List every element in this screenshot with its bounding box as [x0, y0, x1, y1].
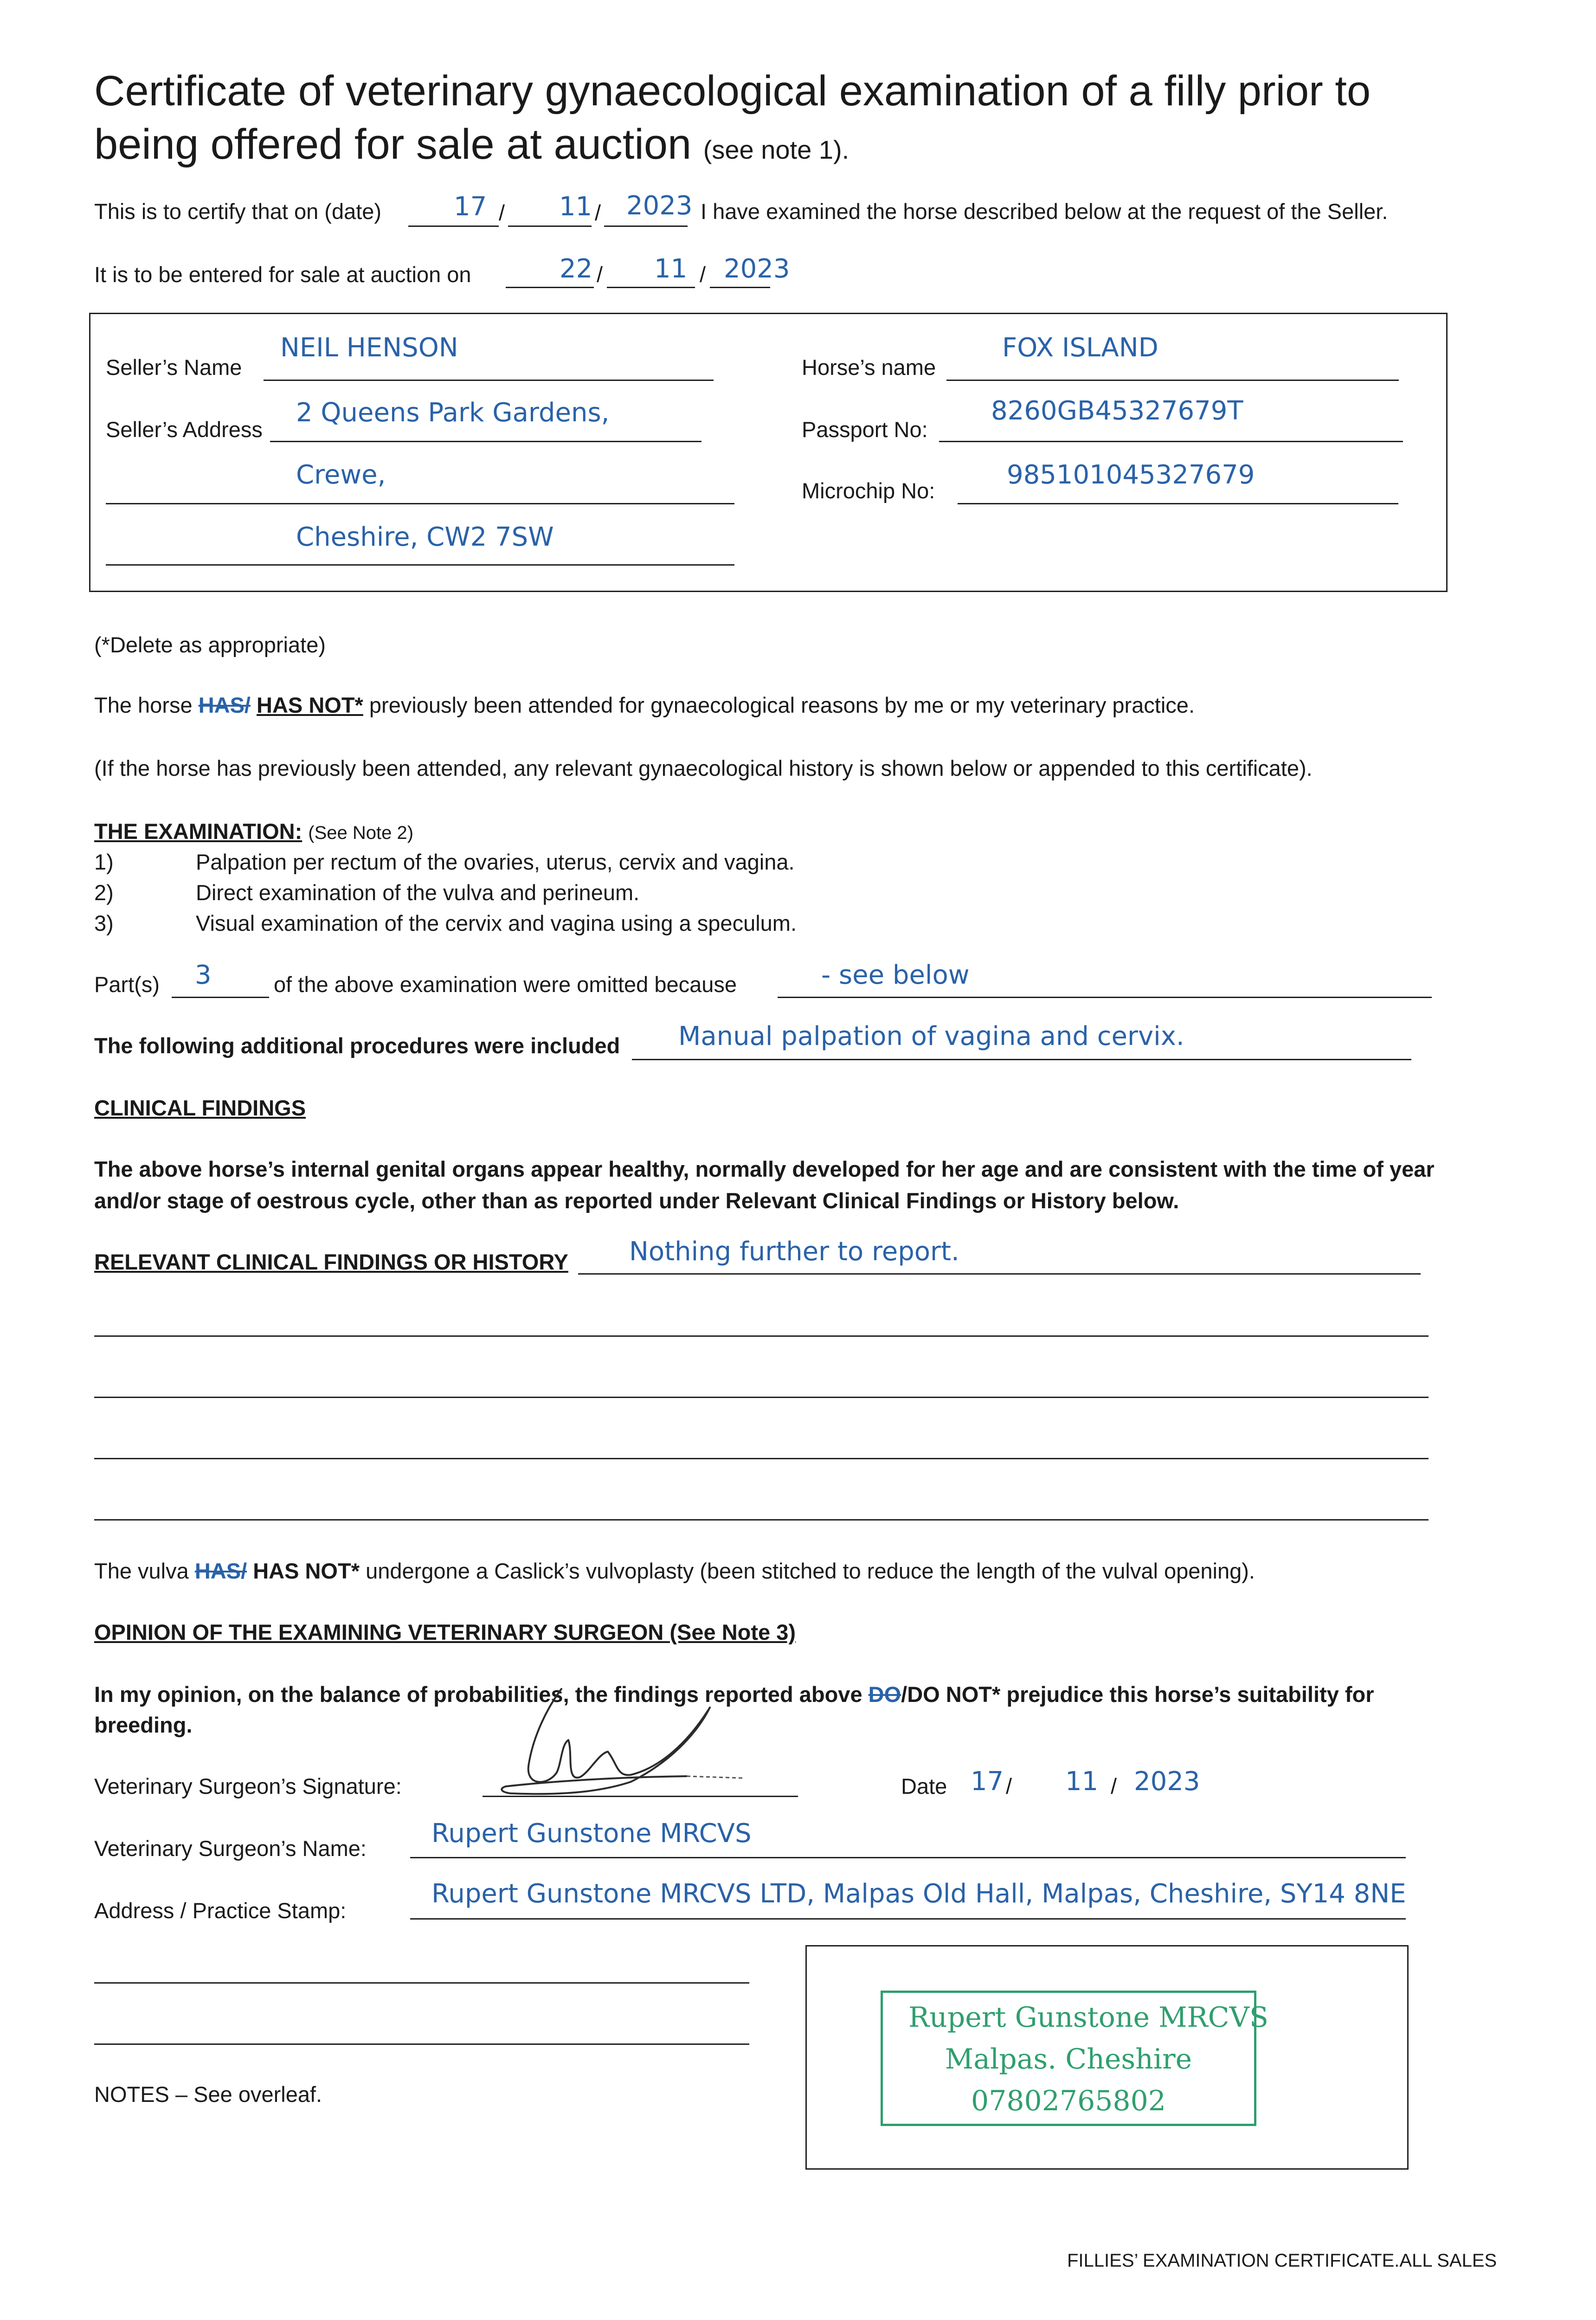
attended-struck: HAS/	[198, 693, 251, 717]
date-sep: /	[595, 200, 601, 225]
signature-date-year[interactable]: 2023	[1134, 1766, 1200, 1797]
seller-address-line1	[270, 441, 701, 442]
date-sep: /	[1006, 1774, 1012, 1798]
extra-address-line-1	[94, 1982, 749, 1984]
attended-statement	[94, 694, 1195, 716]
vet-name-label: Veterinary Surgeon’s Name:	[94, 1836, 367, 1861]
vulva-prefix: The vulva	[94, 1559, 189, 1583]
signature-scribble	[492, 1670, 752, 1805]
exam-day-line	[408, 226, 499, 227]
seller-address-line2	[106, 503, 734, 504]
opinion-struck: DO	[868, 1682, 901, 1707]
page-title: Certificate of veterinary gynaecological examination of a filly prior to	[94, 67, 1371, 115]
relevant-value[interactable]: Nothing further to report.	[629, 1237, 959, 1267]
delete-note: (*Delete as appropriate)	[94, 632, 326, 657]
date-label: Date	[901, 1774, 947, 1798]
microchip-label: Microchip No:	[802, 478, 935, 503]
additional-label: The following additional procedures were included	[94, 1033, 620, 1058]
seller-name[interactable]: NEIL HENSON	[280, 333, 458, 363]
horse-name[interactable]: FOX ISLAND	[1002, 333, 1158, 363]
seller-address-3[interactable]: Cheshire, CW2 7SW	[296, 522, 554, 552]
exam-year[interactable]: 2023	[626, 191, 693, 221]
history-note: (If the horse has previously been attended, any relevant gynaecological history is shown below or appended to this certificate).	[94, 756, 1313, 780]
stamp-line-3: 07802765802	[971, 2085, 1166, 2117]
relevant-label: RELEVANT CLINICAL FINDINGS OR HISTORY	[94, 1250, 568, 1274]
relevant-line-3	[94, 1458, 1429, 1459]
footer-text: FILLIES’ EXAMINATION CERTIFICATE.ALL SALES	[1067, 2250, 1497, 2271]
opinion-line-2: breeding.	[94, 1713, 193, 1737]
vulva-suffix: undergone a Caslick’s vulvoplasty (been stitched to reduce the length of the vulval opening).	[366, 1559, 1255, 1583]
signature-date-month[interactable]: 11	[1065, 1766, 1099, 1797]
auction-year[interactable]: 2023	[724, 254, 790, 284]
auction-day-line	[506, 287, 594, 288]
examination-heading	[94, 820, 413, 842]
auction-prefix: It is to be entered for sale at auction on	[94, 262, 471, 287]
vulva-struck: HAS/	[194, 1559, 247, 1583]
auction-month[interactable]: 11	[654, 254, 688, 284]
certify-suffix: I have examined the horse described below at the request of the Seller.	[701, 199, 1388, 224]
exam-day[interactable]: 17	[454, 192, 487, 222]
omitted-middle: of the above examination were omitted because	[274, 972, 737, 997]
notes: NOTES – See overleaf.	[94, 2082, 322, 2107]
vet-name[interactable]: Rupert Gunstone MRCVS	[431, 1818, 752, 1849]
exam-item-num: 3)	[94, 911, 114, 935]
vet-name-line	[410, 1857, 1406, 1858]
seller-name-line	[264, 380, 714, 381]
microchip-number[interactable]: 985101045327679	[1007, 460, 1255, 490]
exam-item-num: 2)	[94, 880, 114, 905]
seller-address-label: Seller’s Address	[106, 417, 263, 442]
microchip-line	[958, 503, 1398, 504]
opinion-heading: OPINION OF THE EXAMINING VETERINARY SURGEON (See Note 3)	[94, 1620, 796, 1644]
relevant-line-1	[94, 1335, 1429, 1337]
signature-label: Veterinary Surgeon’s Signature:	[94, 1774, 402, 1798]
exam-month-line	[508, 226, 592, 227]
horse-name-line	[946, 380, 1399, 381]
additional-line	[632, 1059, 1411, 1060]
examination-note: (See Note 2)	[308, 823, 414, 843]
passport-line	[939, 441, 1403, 442]
exam-year-line	[604, 226, 688, 227]
exam-item-text: Palpation per rectum of the ovaries, uterus, cervix and vagina.	[196, 850, 795, 874]
seller-address-line3	[106, 564, 734, 566]
seller-address-1[interactable]: 2 Queens Park Gardens,	[296, 398, 610, 428]
opinion-text-a: In my opinion, on the balance of probabilities, the findings reported above	[94, 1682, 862, 1707]
relevant-line-0	[578, 1273, 1421, 1275]
examination-title: THE EXAMINATION:	[94, 819, 302, 844]
passport-label: Passport No:	[802, 417, 928, 442]
attended-suffix: previously been attended for gynaecological reasons by me or my veterinary practice.	[369, 693, 1195, 717]
attended-choice: HAS NOT*	[257, 693, 363, 717]
clinical-statement-1: The above horse’s internal genital organs appear healthy, normally developed for her age and are consistent with the time of year	[94, 1157, 1435, 1181]
additional-value[interactable]: Manual palpation of vagina and cervix.	[678, 1021, 1184, 1051]
date-sep: /	[597, 262, 603, 287]
clinical-statement-2: and/or stage of oestrous cycle, other than as reported under Relevant Clinical Findings or History below.	[94, 1188, 1179, 1213]
practice-address[interactable]: Rupert Gunstone MRCVS LTD, Malpas Old Hall, Malpas, Cheshire, SY14 8NE	[431, 1879, 1406, 1909]
passport-number[interactable]: 8260GB45327679T	[991, 396, 1243, 426]
horse-name-label: Horse’s name	[802, 355, 936, 380]
vulva-choice: HAS NOT*	[253, 1559, 360, 1583]
exam-item-text: Visual examination of the cervix and vagina using a speculum.	[196, 911, 797, 935]
page-title-line2	[94, 123, 849, 166]
opinion-text-b: /DO NOT* prejudice this horse’s suitability for	[901, 1682, 1374, 1707]
page-title-text: being offered for sale at auction	[94, 121, 692, 168]
omitted-reason-line	[778, 997, 1432, 998]
date-sep: /	[1111, 1774, 1117, 1798]
stamp-line-2: Malpas. Cheshire	[945, 2043, 1192, 2075]
stamp-line-1: Rupert Gunstone MRCVS	[908, 2001, 1269, 2034]
auction-year-line	[710, 287, 770, 288]
signature-stroke	[687, 1776, 742, 1778]
vulva-statement	[94, 1560, 1255, 1582]
auction-day[interactable]: 22	[560, 254, 593, 284]
exam-item-text: Direct examination of the vulva and perineum.	[196, 880, 640, 905]
exam-month[interactable]: 11	[559, 192, 592, 222]
title-note: (see note 1).	[703, 135, 849, 164]
relevant-line-2	[94, 1397, 1429, 1398]
address-line	[410, 1918, 1406, 1920]
relevant-line-4	[94, 1519, 1429, 1521]
omitted-reason[interactable]: - see below	[821, 960, 970, 990]
address-label: Address / Practice Stamp:	[94, 1898, 347, 1923]
omitted-parts[interactable]: 3	[195, 960, 212, 990]
certify-prefix: This is to certify that on (date)	[94, 199, 382, 224]
date-sep: /	[499, 200, 505, 225]
exam-item-num: 1)	[94, 850, 114, 874]
date-sep: /	[700, 262, 706, 287]
extra-address-line-2	[94, 2043, 749, 2045]
omitted-parts-line	[172, 997, 269, 998]
omitted-prefix: Part(s)	[94, 972, 160, 997]
seller-address-2[interactable]: Crewe,	[296, 460, 386, 490]
signature-date-day[interactable]: 17	[971, 1766, 1004, 1797]
attended-prefix: The horse	[94, 693, 193, 717]
seller-name-label: Seller’s Name	[106, 355, 242, 380]
clinical-heading: CLINICAL FINDINGS	[94, 1096, 306, 1120]
signature-stroke	[502, 1689, 710, 1794]
auction-month-line	[607, 287, 695, 288]
